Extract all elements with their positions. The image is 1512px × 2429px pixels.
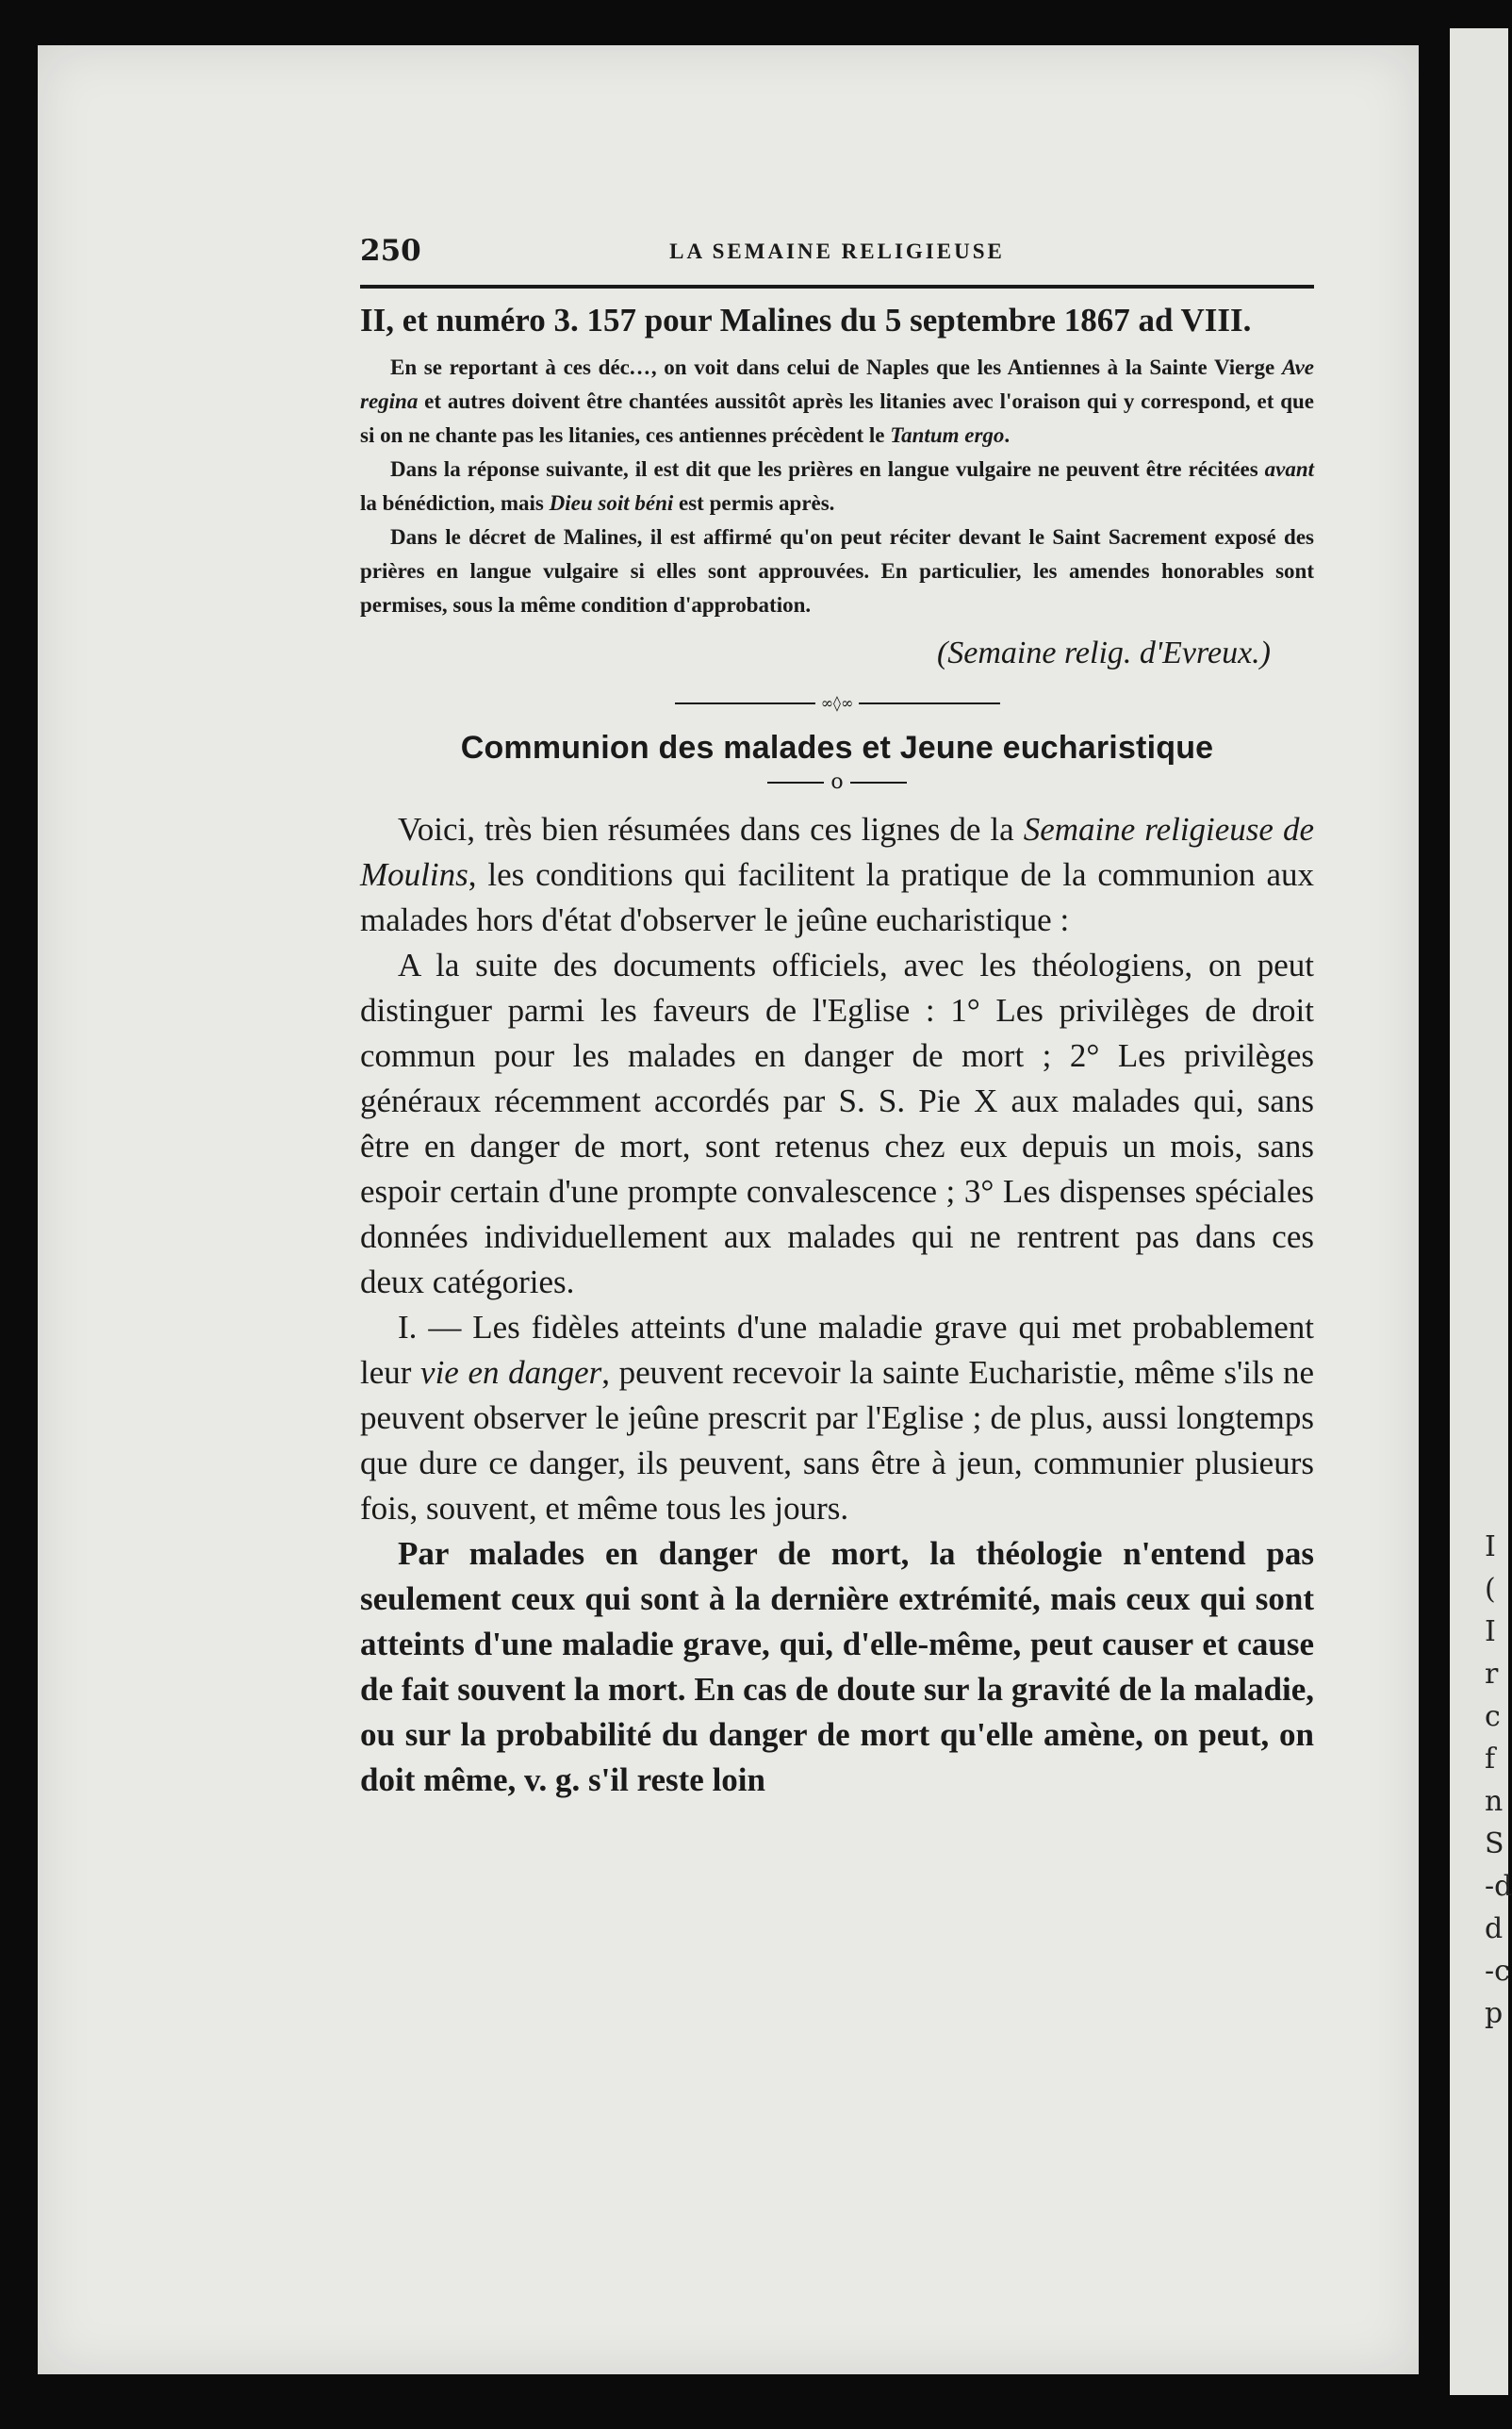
italic-phrase: avant (1264, 457, 1314, 481)
adjacent-page-fragments (1485, 1526, 1512, 2035)
body-text (360, 807, 1314, 1803)
divider-dash-left (767, 782, 824, 784)
body_paragraphs-paragraph (360, 943, 1314, 1305)
adjacent-fragment: -c (1485, 1955, 1510, 1988)
ornament-divider (675, 694, 1000, 713)
text-run: . (1004, 423, 1011, 447)
italic-phrase: Dieu soit béni (549, 491, 674, 515)
italic-phrase: Tantum ergo (890, 423, 1005, 447)
adjacent-fragment: p (1485, 1997, 1504, 2030)
italic-phrase: Ave regina (360, 355, 1314, 413)
text-run: , les conditions qui facilitent la pratique de la communion aux malades hors d'état d'observer le jeûne eucharistique : (360, 856, 1314, 938)
text-run: En se reportant à ces déc (390, 355, 630, 379)
page-content (360, 226, 1314, 1803)
adjacent-fragment: I (1485, 1530, 1496, 1563)
adjacent-fragment: d (1485, 1912, 1504, 1945)
small_paragraphs-paragraph (360, 520, 1314, 622)
text-run: Dans le décret de Malines, il est affirmé qu'on peut réciter devant le Saint Sacrement exposé des prières en langue vulgaire si elles sont approuvées. En particulier, les amendes honorables sont permises, sous la même condition d'approbation. (360, 525, 1314, 617)
adjacent-fragment: c (1485, 1700, 1501, 1733)
divider-glyph: o (830, 770, 844, 794)
adjacent-fragment: -d (1485, 1870, 1512, 1903)
adjacent-fragment: n (1485, 1785, 1504, 1818)
text-run: Dans la réponse suivante, il est dit que les prières en langue vulgaire ne peuvent être récitées (390, 457, 1265, 481)
italic-phrase: vie en danger (420, 1354, 602, 1391)
body_paragraphs-paragraph (360, 1531, 1314, 1803)
body_paragraphs-paragraph (360, 807, 1314, 943)
opening-line: II, et numéro 3. 157 pour Malines du 5 septembre 1867 ad VIII. (360, 302, 1252, 339)
small_paragraphs-paragraph (360, 453, 1314, 520)
text-run: A la suite des documents officiels, avec les théologiens, on peut distinguer parmi les faveurs de l'Eglise : 1° Les privilèges de droit commun pour les malades en danger de mort ; 2° Les privilèges généraux récemment accordés par S. S. Pie X aux malades qui, sans être en danger de mort, sont retenus chez eux depuis un mois, sans espoir certain d'une prompte convalescence ; 3° Les dispenses spéciales données individuellement aux malades qui ne rentrent pas dans ces deux catégories. (360, 947, 1314, 1300)
italic-phrase: Semaine religieuse de Moulins (360, 811, 1314, 893)
text-run: I. — Les fidèles atteints d'une maladie grave qui met probablement leur (360, 1309, 1314, 1391)
header-rule (360, 285, 1314, 289)
text-run: , peuvent recevoir la sainte Eucharistie, même s'ils ne peuvent observer le jeûne prescrit par l'Eglise ; de plus, aussi longtemps que dure ce danger, ils peuvent, sans être à jeun, communier plusieurs fois, souvent, et même tous les jours. (360, 1354, 1314, 1527)
text-run: et autres doivent être chantées aussitôt après les litanies avec l'oraison qui y correspond, et que si on ne chante pas les litanies, ces antiennes précèdent le (360, 389, 1314, 447)
ornament-glyph: ∞◊∞ (815, 694, 860, 713)
running-title: LA SEMAINE RELIGIEUSE (669, 240, 1005, 263)
adjacent-fragment: ( (1485, 1573, 1496, 1606)
body_paragraphs-paragraph (360, 1305, 1314, 1531)
adjacent-fragment: S (1485, 1827, 1504, 1860)
page-header (360, 226, 1314, 273)
text-run: est permis après. (673, 491, 835, 515)
small-print-block (360, 351, 1314, 622)
adjacent-fragment: I (1485, 1615, 1496, 1648)
page-number: 250 (360, 234, 421, 268)
text-run: Voici, très bien résumées dans ces lignes de la (398, 811, 1024, 848)
divider-dash-right (850, 782, 907, 784)
adjacent-fragment: r (1485, 1658, 1499, 1691)
source-attribution: (Semaine relig. d'Evreux.) (936, 636, 1271, 670)
section-divider (360, 770, 1314, 794)
section-title: Communion des malades et Jeune eucharistique (460, 730, 1214, 766)
adjacent-page-edge (1450, 28, 1512, 2395)
text-run: Par malades en danger de mort, la théologie n'entend pas seulement ceux qui sont à la dernière extrémité, mais ceux qui sont atteints d'une maladie grave, qui, d'elle-même, peut causer et cause de fait souvent la mort. En cas de doute sur la gravité de la maladie, ou sur la probabilité du danger de mort qu'elle amène, on peut, on doit même, v. g. s'il reste loin (360, 1535, 1314, 1798)
adjacent-fragment: f (1485, 1743, 1496, 1776)
small_paragraphs-paragraph (360, 351, 1314, 453)
italic-phrase: … (629, 355, 651, 379)
text-run: , on voit dans celui de Naples que les Antiennes à la Sainte Vierge (650, 355, 1282, 379)
text-run: la bénédiction, mais (360, 491, 550, 515)
